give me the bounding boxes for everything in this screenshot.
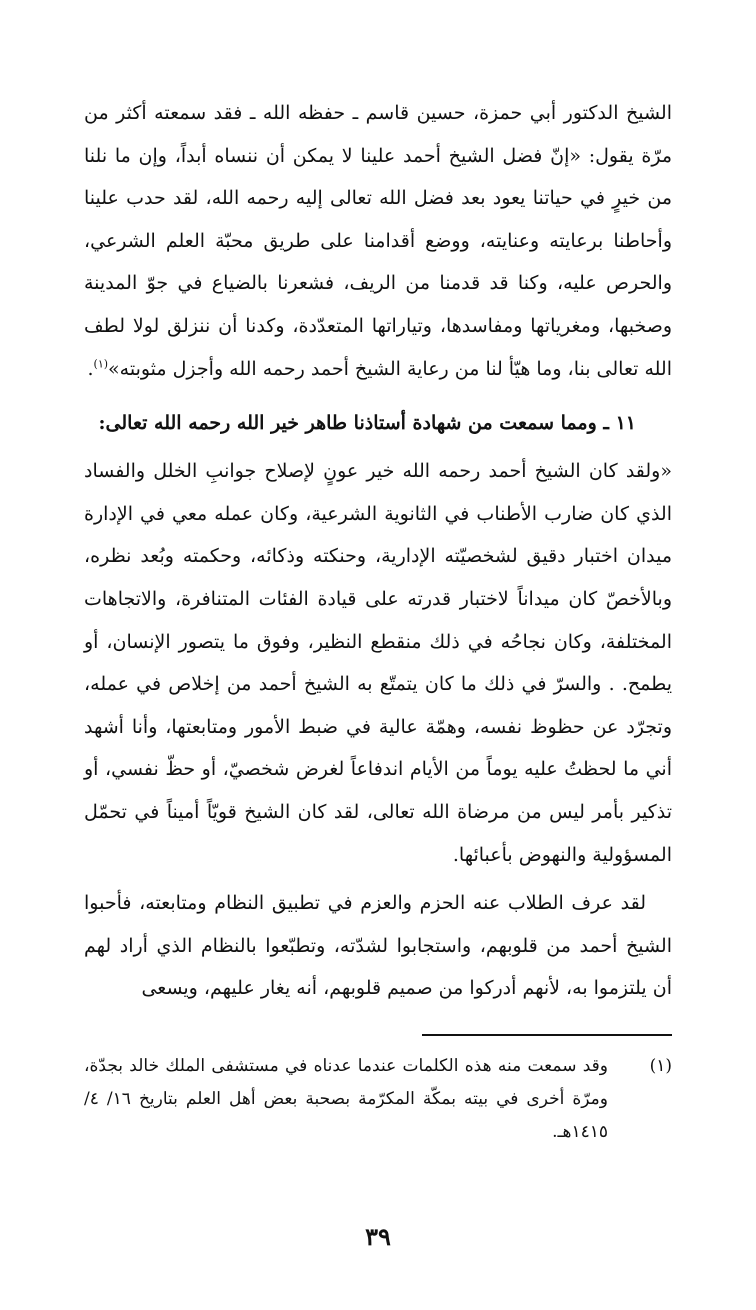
- footnote: [84, 1050, 672, 1149]
- paragraph-end-mark: .: [87, 357, 94, 380]
- footnote-text: وقد سمعت منه هذه الكلمات عندما عدناه في مستشفى الملك خالد بجدّة، ومرّة أخرى في بيته بمكّة المكرّمة بصحبة بعض أهل العلم بتاريخ ١٦/ ٤/ ١٤١٥هـ.: [84, 1055, 608, 1142]
- body-paragraph-2: لقد عرف الطلاب عنه الحزم والعزم في تطبيق النظام ومتابعته، فأحبوا الشيخ أحمد من قلوبهم، واستجابوا لشدّته، وتطبّعوا بالنظام الذي أراد لهم أن يلتزموا به، لأنهم أدركوا من صميم قلوبهم، أنه يغار عليهم، ويسعى: [84, 892, 672, 1000]
- paragraph-text: الشيخ الدكتور أبي حمزة، حسين قاسم ـ حفظه الله ـ فقد سمعته أكثر من مرّة يقول: «إنّ فضل الشيخ أحمد علينا لا يمكن أن ننساه أبداً، وإن ما نلنا من خيرٍ في حياتنا يعود بعد فضل الله تعالى إليه رحمه الله، لقد حدب علينا وأحاطنا برعايته وعنايته، ووضع أقدامنا على طريق محبّة العلم الشرعي، والحرص عليه، وكنا قد قدمنا من الريف، فشعرنا بالضياع في جوّ المدينة وصخبها، ومغرياتها ومفاسدها، وتياراتها المتعدّدة، وكدنا أن ننزلق لولا لطف الله تعالى بنا، وما هيّأ لنا من رعاية الشيخ أحمد رحمه الله وأجزل مثوبته»: [84, 102, 672, 380]
- page-number: ٣٩: [365, 1222, 391, 1251]
- quoted-testimony: «ولقد كان الشيخ أحمد رحمه الله خير عونٍ لإصلاح جوانبِ الخلل والفساد الذي كان ضارب الأطناب في الثانوية الشرعية، وكان عمله معي في الإدارة ميدان اختبار دقيق لشخصيّته الإدارية، وحنكته وذكائه، وحكمته وبُعد نظره، وبالأخصّ كان ميداناً لاختبار قدرته على قيادة الفئات المتنافرة، والاتجاهات المختلفة، وكان نجاحُه في ذلك منقطع النظير، وفوق ما يتصور الإنسان، أو يطمح. . والسرّ في ذلك ما كان يتمتّع به الشيخ أحمد من إخلاص في عمله، وتجرّد عن حظوظ نفسه، وهمّة عالية في ضبط الأمور ومتابعتها، وأنا أشهد أني ما لحظتُ عليه يوماً من الأيام اندفاعاً لغرض شخصيّ، أو حظّ نفسي، أو تذكير بأمر ليس من مرضاة الله تعالى، لقد كان الشيخ قويّاً أميناً في تحمّل المسؤولية والنهوض بأعبائها.: [84, 460, 672, 866]
- footnote-reference: (١): [93, 357, 109, 371]
- body-paragraph-1: [84, 92, 672, 390]
- footnote-number: (١): [649, 1055, 672, 1076]
- section-heading: ١١ ـ ومما سمعت من شهادة أستاذنا طاهر خير الله رحمه الله تعالى:: [98, 412, 636, 435]
- footnote-separator: [422, 1034, 672, 1036]
